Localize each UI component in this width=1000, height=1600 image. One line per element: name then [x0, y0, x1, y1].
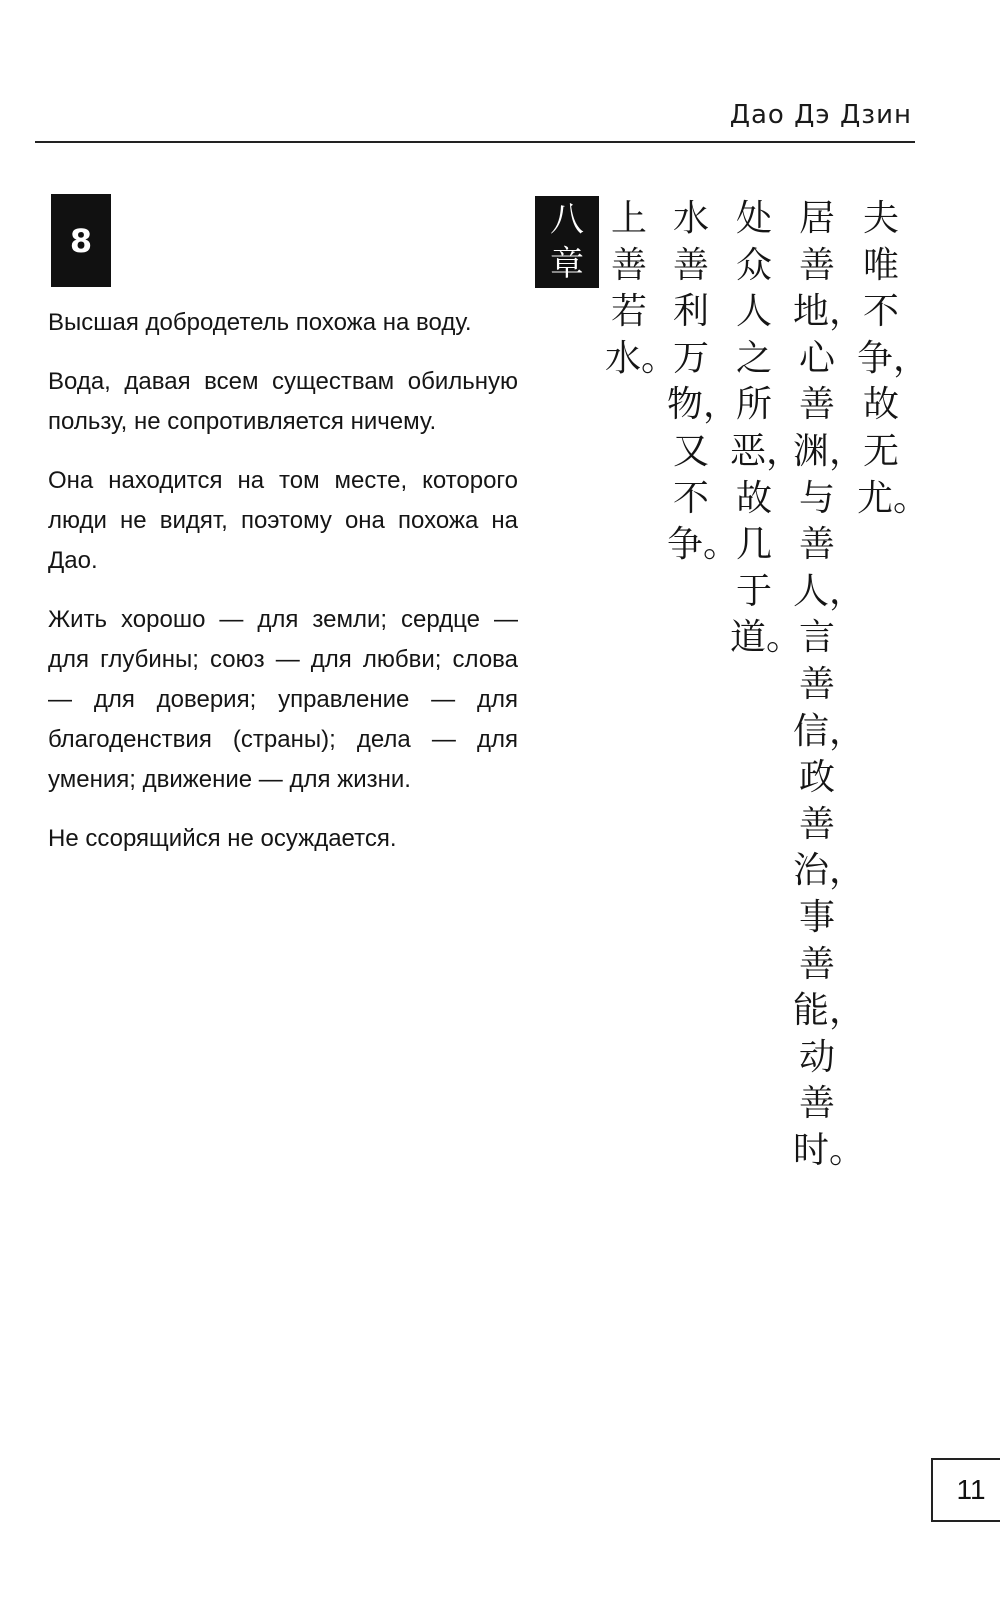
page-number: 11 — [931, 1458, 1000, 1522]
chinese-column-2: 居善地，心善渊，与善人，言善信，政善治，事善能，动善时。 — [793, 198, 866, 1171]
chinese-column-4: 水善利万物，又不争。 — [667, 198, 740, 566]
chinese-column-1: 夫唯不争，故无尤。 — [857, 198, 930, 519]
chinese-chapter-label: 八章 — [535, 196, 599, 288]
paragraph-5: Не ссорящийся не осуждается. — [48, 825, 397, 852]
chinese-column-5: 上善若水。 — [605, 198, 678, 379]
paragraph-3: Она находится на том месте, которого люди не видят, поэтому она похожа на Дао. — [48, 467, 518, 574]
russian-translation — [48, 303, 518, 878]
running-head: Дао Дэ Дзин — [729, 100, 912, 130]
chapter-number-badge: 8 — [51, 194, 111, 287]
header-rule — [35, 141, 915, 143]
paragraph-1: Высшая добродетель похожа на воду. — [48, 309, 472, 336]
paragraph-4: Жить хорошо — для земли; сердце — для глубины; союз — для любви; слова — для доверия; управление — для благоденствия (страны); дела — для умения; движение — для жизни. — [48, 606, 518, 793]
chinese-column-3: 处众人之所恶，故几于道。 — [730, 198, 803, 659]
paragraph-2: Вода, давая всем существам обильную пользу, не сопротивляется ничему. — [48, 368, 518, 435]
